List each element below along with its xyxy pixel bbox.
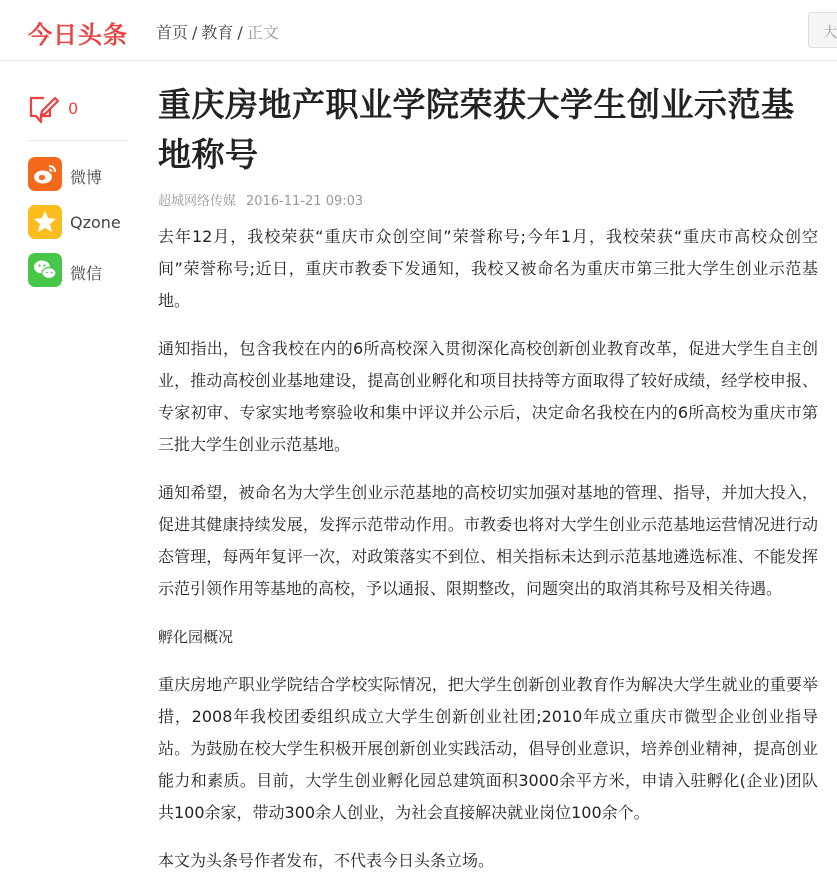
article-paragraph: 通知希望，被命名为大学生创业示范基地的高校切实加强对基地的管理、指导，并加大投入，促进其健康持续发展，发挥示范带动作用。市教委也将对大学生创业示范基地运营情况进行动态管理，每两年复评一次，对政策落实不到位、相关指标未达到示范基地遴选标准、不能发挥示范引领作用等基地的高校，予以通报、限期整改，问题突出的取消其称号及相关待遇。 — [158, 483, 818, 598]
breadcrumb — [156, 20, 279, 43]
article-paragraph: 去年12月，我校荣获“重庆市众创空间”荣誉称号;今年1月，我校荣获“重庆市高校众创空间”荣誉称号;近日，重庆市教委下发通知，我校又被命名为重庆市第三批大学生创业示范基地。 — [158, 227, 818, 310]
article-time: 2016-11-21 09:03 — [246, 194, 364, 209]
share-weibo-label: 微博 — [70, 168, 103, 187]
comment-button[interactable] — [28, 92, 128, 141]
share-weibo[interactable] — [28, 157, 128, 189]
article — [158, 80, 818, 877]
breadcrumb-current: 正文 — [246, 23, 279, 42]
article-source[interactable]: 超城网络传媒 — [158, 194, 237, 209]
share-qzone[interactable] — [28, 205, 128, 237]
comment-count: 0 — [68, 99, 79, 118]
breadcrumb-separator: / — [192, 23, 198, 42]
article-body — [158, 221, 818, 877]
article-paragraph: 通知指出，包含我校在内的6所高校深入贯彻深化高校创新创业教育改革，促进大学生自主创业，推动高校创业基地建设，提高创业孵化和项目扶持等方面取得了较好成绩，经学校申报、专家初审、专家实地考察验收和集中评议并公示后，决定命名我校在内的6所高校为重庆市第三批大学生创业示范基地。 — [158, 339, 818, 454]
share-wechat-label: 微信 — [70, 264, 103, 283]
article-paragraph: 重庆房地产职业学院结合学校实际情况，把大学生创新创业教育作为解决大学生就业的重要举措，2008年我校团委组织成立大学生创新创业社团;2010年成立重庆市微型企业创业指导站。为鼓励在校大学生积极开展创新创业实践活动，倡导创业意识，培养创业精神，提高创业能力和素质。目前，大学生创业孵化园总建筑面积3000余平方米，申请入驻孵化(企业)团队共100余家，带动300余人创业，为社会直接解决就业岗位100余个。 — [158, 675, 818, 822]
weibo-icon — [28, 157, 62, 191]
comment-edit-icon — [28, 94, 60, 128]
article-subheading: 孵化园概况 — [158, 628, 234, 646]
article-meta — [158, 190, 818, 209]
share-qzone-label: Qzone — [70, 213, 121, 232]
wechat-icon — [28, 253, 62, 287]
qzone-icon — [28, 205, 62, 239]
share-wechat[interactable] — [28, 253, 128, 285]
share-sidebar — [28, 92, 128, 285]
search-input[interactable]: 大 — [808, 12, 837, 48]
breadcrumb-separator: / — [237, 23, 243, 42]
article-title: 重庆房地产职业学院荣获大学生创业示范基地称号 — [158, 85, 795, 174]
breadcrumb-education[interactable]: 教育 — [201, 23, 234, 42]
toutiao-logo[interactable]: 今日头条 — [28, 21, 128, 49]
top-header — [0, 0, 837, 61]
breadcrumb-home[interactable]: 首页 — [156, 23, 189, 42]
article-disclaimer: 本文为头条号作者发布，不代表今日头条立场。 — [158, 851, 495, 870]
